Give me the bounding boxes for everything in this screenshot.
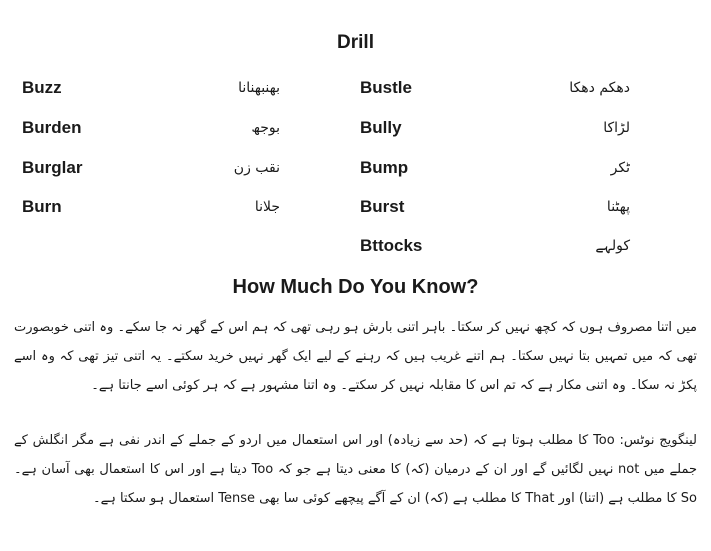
vocab-word-bttocks: Bttocks	[360, 236, 423, 255]
page-title: Drill	[337, 32, 374, 53]
vocab-word-burn: Burn	[22, 197, 62, 216]
vocab-meaning-bump: ٹکر	[610, 160, 630, 176]
vocab-meaning-bustle: دھکم دھکا	[569, 80, 630, 96]
vocab-word-bully: Bully	[360, 118, 402, 137]
section-heading: How Much Do You Know?	[232, 276, 479, 298]
vocab-meaning-burn: جلانا	[254, 199, 280, 215]
vocab-word-bustle: Bustle	[360, 78, 412, 97]
vocab-word-burglar: Burglar	[22, 158, 83, 177]
vocab-meaning-burglar: نقب زن	[233, 160, 280, 176]
vocab-meaning-buzz: بھنبھنانا	[238, 80, 280, 96]
vocab-word-bump: Bump	[360, 158, 409, 177]
vocab-meaning-burst: پھٹنا	[606, 199, 630, 215]
vocab-meaning-burden: بوجھ	[251, 120, 280, 136]
example-sentences-paragraph: میں اتنا مصروف ہوں کہ کچھ نہیں کر سکتا۔ باہر اتنی بارش ہو رہی تھی کہ ہم اس کے گھر نہ جا سکے۔ وہ اتنی خوبصورت تھی کہ میں تمہیں بتا نہیں سکتا۔ ہم اتنے غریب ہیں کہ رہنے کے لیے ایک گھر نہیں خرید سکتے۔ یہ اتنی تیز تھی کہ وہ اسے پکڑ نہ سکا۔ وہ اتنی مکار ہے کہ تم اس کا مقابلہ نہیں کر سکتے۔ وہ اتنا مشہور ہے کہ ہر کوئی اسے جانتا ہے۔	[14, 320, 697, 393]
language-notes-paragraph: لینگویج نوٹس: Too کا مطلب ہوتا ہے کہ (حد سے زیادہ) اور اس استعمال میں اردو کے جملے کے اندر نفی ہے مگر انگلش کے جملے میں not نہیں لگائیں گے اور ان کے درمیان (کہ) کا معنی دیتا ہے جو کہ Too دیتا ہے اور اس کا استعمال بھی آسان ہے۔ So کا مطلب ہے (اتنا) اور That کا مطلب ہے (کہ) ان کے آگے پیچھے کوئی سا بھی Tense استعمال ہو سکتا ہے۔	[14, 433, 697, 506]
vocab-word-buzz: Buzz	[22, 78, 62, 97]
vocab-meaning-bttocks: کولہے	[595, 238, 630, 254]
vocab-word-burst: Burst	[360, 197, 405, 216]
vocab-word-burden: Burden	[22, 118, 82, 137]
vocab-meaning-bully: لڑاکا	[603, 120, 630, 136]
